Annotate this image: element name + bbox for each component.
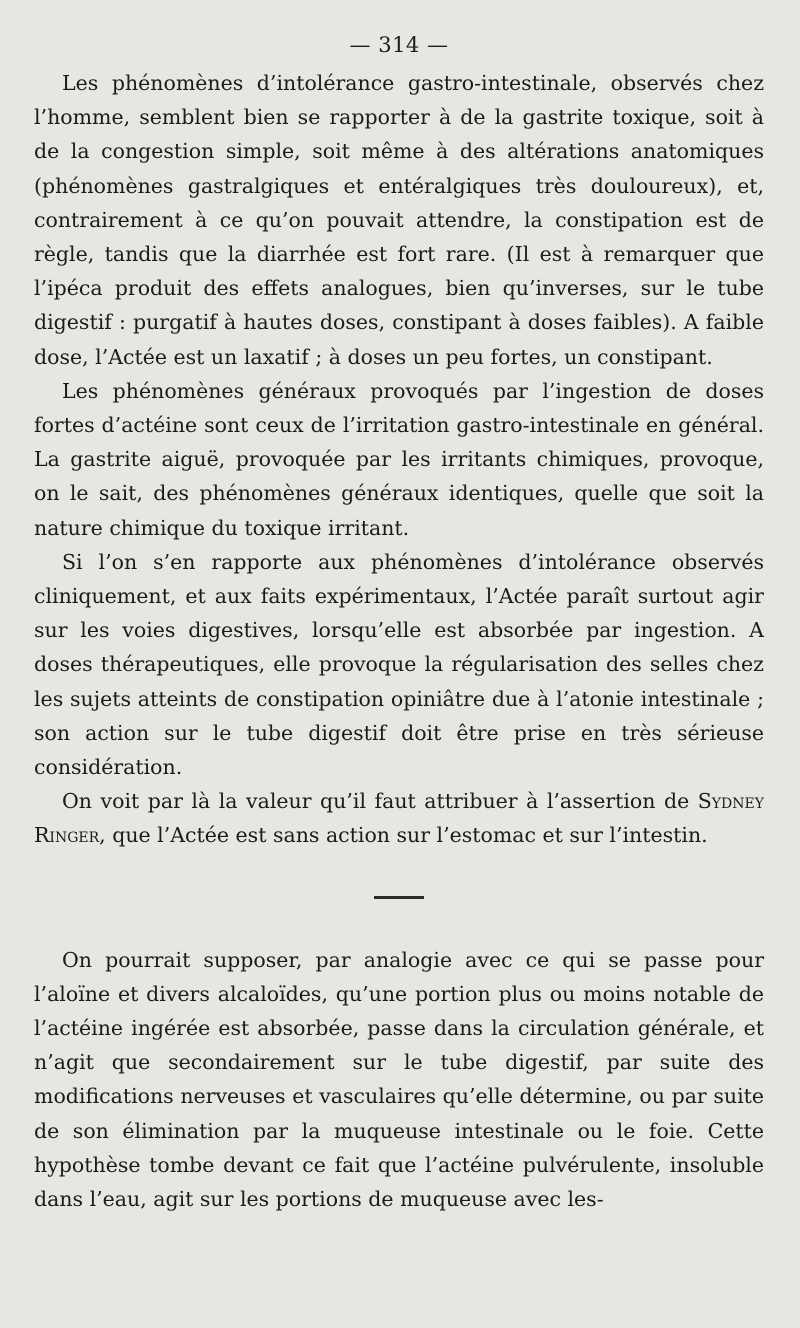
page-number: — 314 —: [349, 33, 449, 57]
author-name: Sydney Ringer: [34, 789, 764, 848]
paragraph-4-start: On voit par là la valeur qu’il faut attribuer à l’assertion de: [62, 789, 698, 814]
paragraph-1: Les phénomènes d’intolérance gastro-intestinale, observés chez l’homme, semblent bien se rapporter à de la gastrite toxique, soit à de la congestion simple, soit même à des altérations anatomiques (phénomènes gastralgiques et entéralgiques très douloureux), et, contrairement à ce qu’on pouvait attendre, la constipation est de règle, tandis que la diarrhée est fort rare. (Il est à remarquer que l’ipéca produit des effets analogues, bien qu’inverses, sur le tube digestif : purgatif à hautes doses, constipant à doses faibles). A faible dose, l’Actée est un laxatif ; à doses un peu fortes, un constipant.: [34, 71, 764, 369]
paragraph-3: Si l’on s’en rapporte aux phénomènes d’intolérance observés cliniquement, et aux faits expérimentaux, l’Actée paraît surtout agir sur les voies digestives, lorsqu’elle est absorbée par ingestion. A doses thérapeutiques, elle provoque la régularisation des selles chez les sujets atteints de constipation opiniâtre due à l’atonie intestinale ; son action sur le tube digestif doit être prise en très sérieuse considération.: [34, 549, 764, 780]
paragraph-4: [34, 784, 764, 852]
paragraph-2: Les phénomènes généraux provoqués par l’ingestion de doses fortes d’actéine sont ceux de l’irritation gastro-intestinale en général. La gastrite aiguë, provoquée par les irritants chimiques, provoque, on le sait, des phénomènes généraux identiques, quelle que soit la nature chimique du toxique irritant.: [34, 378, 764, 540]
section-divider: [374, 896, 424, 899]
paragraph-4-end: , que l’Actée est sans action sur l’estomac et sur l’intestin.: [99, 823, 708, 848]
paragraph-5: On pourrait supposer, par analogie avec ce qui se passe pour l’aloïne et divers alcaloïdes, qu’une portion plus ou moins notable de l’actéine ingérée est absorbée, passe dans la circulation générale, et n’agit que secondairement sur le tube digestif, par suite des modifications nerveuses et vasculaires qu’elle détermine, ou par suite de son élimination par la muqueuse intestinale ou le foie. Cette hypothèse tombe devant ce fait que l’actéine pulvérulente, insoluble dans l’eau, agit sur les portions de muqueuse avec les-: [34, 947, 764, 1212]
